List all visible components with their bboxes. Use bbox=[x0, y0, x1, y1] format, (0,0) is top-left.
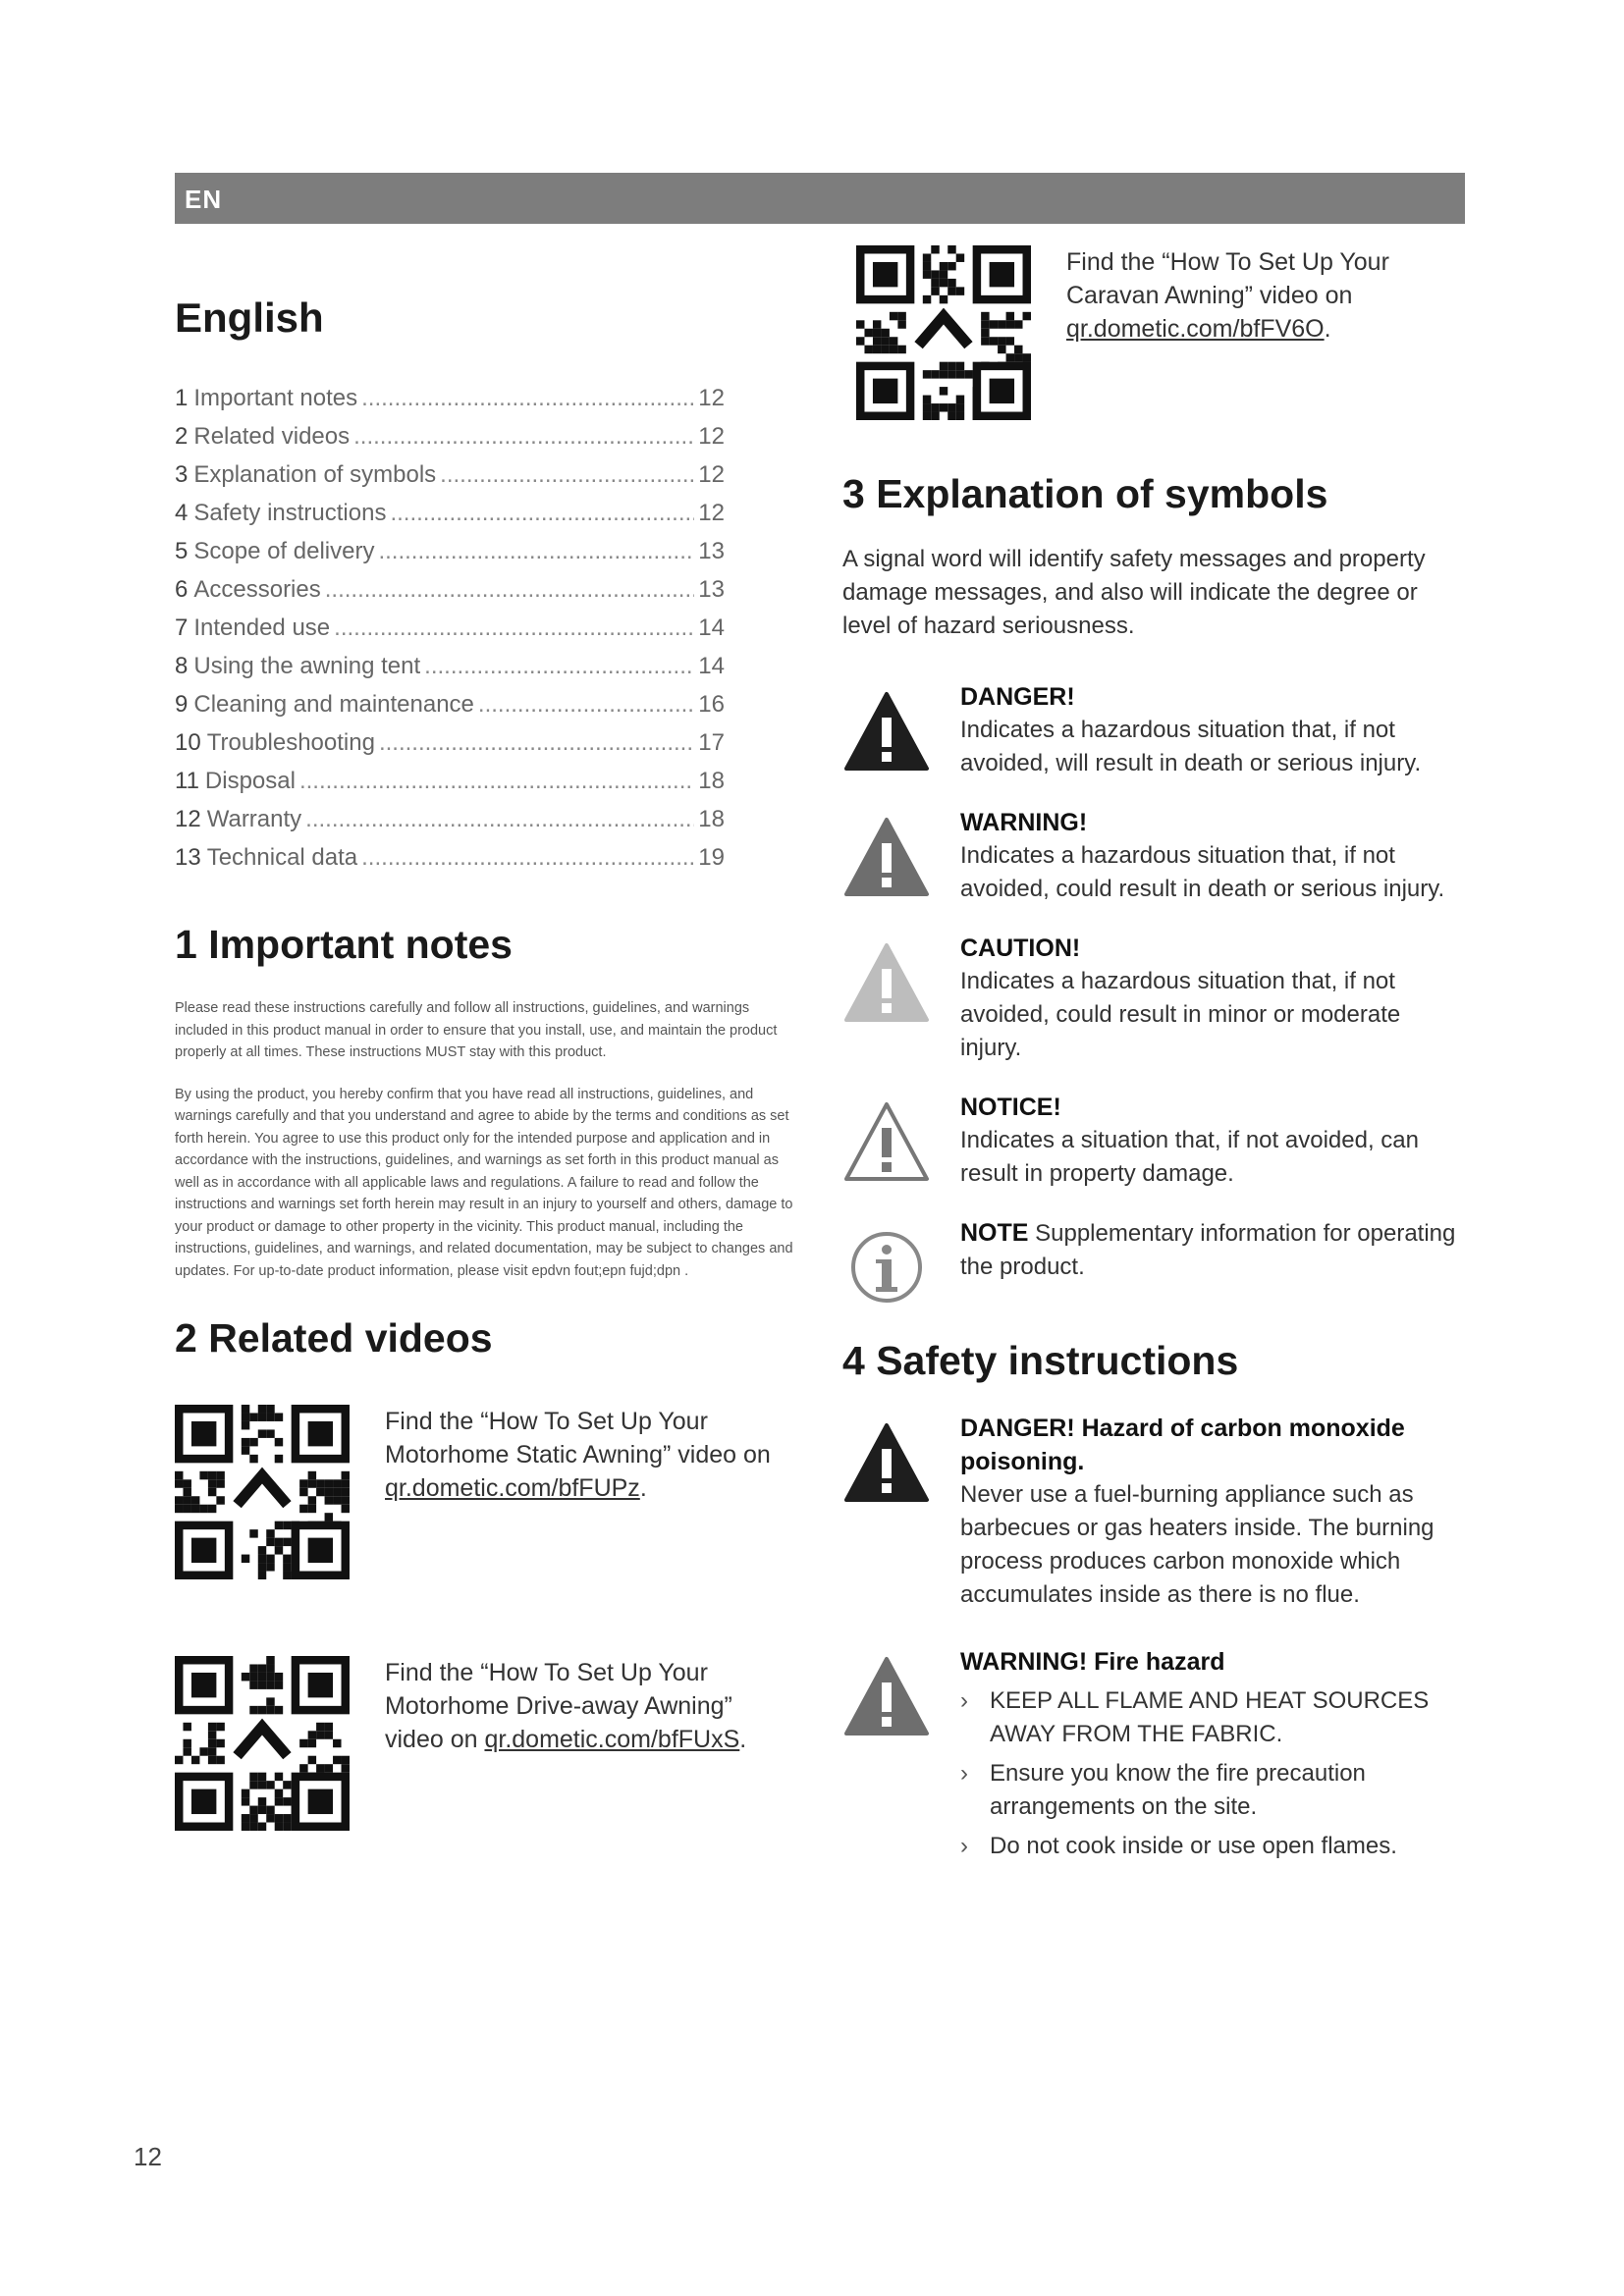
table-of-contents bbox=[175, 379, 803, 877]
bullet-text: Do not cook inside or use open flames. bbox=[990, 1833, 1397, 1859]
info-circle-icon bbox=[842, 1226, 931, 1308]
signal-word: NOTE bbox=[960, 1219, 1029, 1247]
safety-bullet-item bbox=[960, 1757, 1461, 1824]
toc-number: 8 bbox=[175, 653, 189, 679]
toc-item[interactable] bbox=[175, 494, 725, 532]
signal-word: WARNING! bbox=[960, 809, 1088, 836]
warning-triangle-icon bbox=[842, 816, 931, 898]
signal-text: Supplementary information for operating the product. bbox=[960, 1220, 1456, 1280]
bullet-text: Ensure you know the fire precaution arrangements on the site. bbox=[990, 1760, 1366, 1820]
toc-leader bbox=[379, 723, 694, 762]
notice-triangle-icon bbox=[842, 1100, 931, 1183]
symbol-description bbox=[960, 806, 1461, 906]
safety-warning-block bbox=[842, 1645, 1471, 1869]
toc-page: 13 bbox=[698, 538, 725, 564]
toc-item[interactable] bbox=[175, 379, 725, 417]
toc-number: 11 bbox=[175, 768, 199, 794]
toc-label: Using the awning tent bbox=[193, 653, 421, 679]
video-item-drive-away-awning bbox=[175, 1656, 803, 1831]
toc-leader bbox=[378, 532, 694, 570]
toc-item[interactable] bbox=[175, 723, 725, 762]
toc-page: 12 bbox=[698, 385, 725, 411]
toc-label: Technical data bbox=[206, 844, 358, 871]
toc-item[interactable] bbox=[175, 800, 725, 838]
toc-number: 3 bbox=[175, 461, 189, 488]
toc-page: 12 bbox=[698, 500, 725, 526]
toc-page: 14 bbox=[698, 614, 725, 641]
video-link[interactable]: qr.dometic.com/bfFUxS bbox=[484, 1726, 740, 1753]
toc-page: 17 bbox=[698, 729, 725, 756]
section-heading-important-notes: 1 Important notes bbox=[175, 922, 513, 967]
qr-code-icon[interactable] bbox=[175, 1656, 350, 1831]
chevron-right-icon: › bbox=[960, 1760, 968, 1787]
section-heading-safety-instructions: 4 Safety instructions bbox=[842, 1338, 1239, 1383]
important-notes-paragraph-1: Please read these instructions carefully and follow all instructions, guidelines, and warnings included in this product manual in order to ensure that you install, use, and maintain the product properly at all times. These instructions MUST stay with this product. bbox=[175, 1000, 778, 1060]
toc-leader bbox=[325, 570, 695, 609]
toc-number: 5 bbox=[175, 538, 189, 564]
video-description: Find the “How To Set Up Your Motorhome Static Awning” video on qr.dometic.com/bfFUPz. bbox=[385, 1408, 771, 1502]
toc-leader bbox=[305, 800, 694, 838]
toc-leader bbox=[299, 762, 694, 800]
language-code: EN bbox=[185, 185, 223, 214]
symbols-intro: A signal word will identify safety messages and property damage messages, and also will indicate the degree or level of hazard seriousness. bbox=[842, 546, 1426, 639]
toc-page: 16 bbox=[698, 691, 725, 718]
toc-page: 12 bbox=[698, 423, 725, 450]
toc-item[interactable] bbox=[175, 762, 725, 800]
toc-label: Troubleshooting bbox=[206, 729, 375, 756]
signal-text: Indicates a hazardous situation that, if not avoided, will result in death or serious injury. bbox=[960, 717, 1422, 776]
toc-number: 6 bbox=[175, 576, 189, 603]
symbol-item bbox=[842, 932, 1471, 1065]
toc-label: Important notes bbox=[193, 385, 358, 411]
symbol-item bbox=[842, 1216, 1471, 1308]
safety-danger-text bbox=[960, 1412, 1461, 1612]
toc-leader bbox=[424, 647, 694, 685]
toc-label: Accessories bbox=[193, 576, 321, 603]
danger-warning-triangle-icon bbox=[842, 690, 931, 773]
toc-label: Cleaning and maintenance bbox=[193, 691, 474, 718]
symbol-description bbox=[960, 932, 1461, 1065]
toc-label: Intended use bbox=[193, 614, 331, 641]
toc-leader bbox=[353, 417, 694, 455]
caution-triangle-icon bbox=[842, 941, 931, 1024]
warning-triangle-icon bbox=[842, 1655, 931, 1737]
toc-item[interactable] bbox=[175, 838, 725, 877]
safety-warning-text bbox=[960, 1645, 1461, 1869]
video-description: Find the “How To Set Up Your Motorhome Drive-away Awning” video on qr.dometic.com/bfFUxS. bbox=[385, 1659, 747, 1753]
document-title: English bbox=[175, 294, 324, 341]
signal-text: Indicates a situation that, if not avoided, can result in property damage. bbox=[960, 1127, 1419, 1187]
toc-item[interactable] bbox=[175, 609, 725, 647]
toc-label: Scope of delivery bbox=[193, 538, 375, 564]
page-number: 12 bbox=[134, 2142, 162, 2171]
symbol-item bbox=[842, 806, 1471, 906]
toc-label: Safety instructions bbox=[193, 500, 387, 526]
bullet-text: KEEP ALL FLAME AND HEAT SOURCES AWAY FROM THE FABRIC. bbox=[990, 1687, 1430, 1747]
toc-leader bbox=[440, 455, 694, 494]
toc-label: Warranty bbox=[206, 806, 302, 832]
symbol-description bbox=[960, 1091, 1461, 1191]
chevron-right-icon: › bbox=[960, 1833, 968, 1859]
important-notes-paragraph-2: By using the product, you hereby confirm that you have read all instructions, guidelines, and warnings carefully and that you understand and agree to abide by the terms and conditions as set forth herein. You agree to use this product only for the intended purpose and application and in accordance with the instructions, guidelines, and warnings as set forth in this product manual as well as in accordance with all applicable laws and regulations. A failure to read and follow the instructions and warnings set forth herein may result in an injury to yourself and others, damage to your product or damage to other property in the vicinity. This product manual, including the instructions, guidelines, and warnings, and related documentation, may be subject to changes and updates. For up-to-date product information, please visit epdvn fout;epn fujd;dpn . bbox=[175, 1086, 793, 1279]
toc-page: 14 bbox=[698, 653, 725, 679]
signal-word: CAUTION! bbox=[960, 934, 1081, 962]
toc-number: 9 bbox=[175, 691, 189, 718]
video-description: Find the “How To Set Up Your Caravan Awning” video on qr.dometic.com/bfFV6O. bbox=[1066, 248, 1389, 343]
toc-item[interactable] bbox=[175, 647, 725, 685]
video-link[interactable]: qr.dometic.com/bfFV6O bbox=[1066, 315, 1325, 343]
toc-leader bbox=[361, 379, 694, 417]
safety-warning-title: WARNING! Fire hazard bbox=[960, 1648, 1225, 1676]
toc-leader bbox=[390, 494, 694, 532]
toc-page: 18 bbox=[698, 806, 725, 832]
toc-page: 19 bbox=[698, 844, 725, 871]
symbol-item bbox=[842, 680, 1471, 780]
toc-page: 13 bbox=[698, 576, 725, 603]
toc-label: Explanation of symbols bbox=[193, 461, 437, 488]
danger-warning-triangle-icon bbox=[842, 1421, 931, 1504]
video-item-caravan-awning bbox=[856, 245, 1471, 420]
symbol-description bbox=[960, 680, 1461, 780]
left-column bbox=[175, 285, 803, 1831]
section-heading-explanation-of-symbols: 3 Explanation of symbols bbox=[842, 471, 1328, 516]
toc-number: 2 bbox=[175, 423, 189, 450]
safety-danger-body: Never use a fuel-burning appliance such as barbecues or gas heaters inside. The burning process produces carbon monoxide which accumulates inside as there is no flue. bbox=[960, 1481, 1435, 1608]
toc-leader bbox=[334, 609, 694, 647]
symbol-description bbox=[960, 1216, 1461, 1284]
qr-code-icon[interactable] bbox=[856, 245, 1031, 420]
language-header-bar bbox=[175, 173, 1465, 224]
toc-number: 4 bbox=[175, 500, 189, 526]
toc-page: 18 bbox=[698, 768, 725, 794]
safety-bullet-item bbox=[960, 1684, 1461, 1751]
toc-number: 1 bbox=[175, 385, 189, 411]
right-column bbox=[842, 245, 1471, 1869]
qr-code-icon[interactable] bbox=[175, 1405, 350, 1579]
toc-page: 12 bbox=[698, 461, 725, 488]
symbol-list bbox=[842, 680, 1471, 1308]
toc-label: Disposal bbox=[204, 768, 296, 794]
video-item-static-awning bbox=[175, 1405, 803, 1579]
symbol-item bbox=[842, 1091, 1471, 1191]
signal-text: Indicates a hazardous situation that, if not avoided, could result in death or serious injury. bbox=[960, 842, 1445, 902]
section-heading-related-videos: 2 Related videos bbox=[175, 1315, 493, 1361]
toc-item[interactable] bbox=[175, 570, 725, 609]
toc-number: 7 bbox=[175, 614, 189, 641]
safety-bullet-item bbox=[960, 1830, 1461, 1863]
safety-bullet-list bbox=[960, 1684, 1461, 1863]
toc-number: 10 bbox=[175, 729, 201, 756]
toc-leader bbox=[361, 838, 694, 877]
chevron-right-icon: › bbox=[960, 1687, 968, 1714]
signal-text: Indicates a hazardous situation that, if not avoided, could result in minor or moderate injury. bbox=[960, 968, 1401, 1061]
toc-number: 13 bbox=[175, 844, 201, 871]
safety-danger-title: DANGER! Hazard of carbon monoxide poisoning. bbox=[960, 1415, 1405, 1475]
toc-item[interactable] bbox=[175, 417, 725, 455]
safety-danger-block bbox=[842, 1412, 1471, 1612]
toc-item[interactable] bbox=[175, 455, 725, 494]
signal-word: NOTICE! bbox=[960, 1094, 1061, 1121]
signal-word: DANGER! bbox=[960, 683, 1075, 711]
toc-item[interactable] bbox=[175, 532, 725, 570]
video-link[interactable]: qr.dometic.com/bfFUPz bbox=[385, 1474, 640, 1502]
toc-leader bbox=[478, 685, 694, 723]
toc-label: Related videos bbox=[193, 423, 351, 450]
toc-number: 12 bbox=[175, 806, 201, 832]
toc-item[interactable] bbox=[175, 685, 725, 723]
